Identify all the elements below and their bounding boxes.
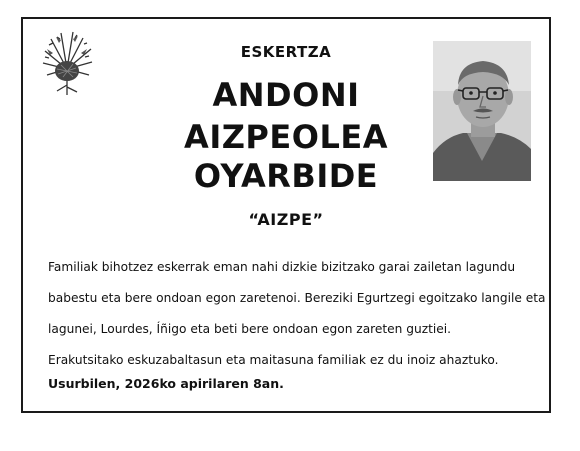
- deceased-nickname: “AIZPE”: [248, 210, 324, 229]
- portrait-photo-elderly-man: [433, 41, 531, 181]
- notice-heading: ESKERTZA: [240, 43, 332, 61]
- body-line: Erakutsitako eskuzabaltasun eta maitasuna familiak ez du inoiz ahaztuko.: [48, 353, 499, 367]
- body-line: babestu eta bere ondoan egon zaretenoi. Bereziki Egurtzegi egoitzako langile eta: [48, 291, 546, 305]
- deceased-surname-1: AIZPEOLEA: [184, 118, 388, 156]
- portrait-photo: [433, 41, 531, 181]
- body-line: Familiak bihotzez eskerrak eman nahi dizkie bizitzako garai zailetan lagundu: [48, 260, 516, 274]
- place-and-date: Usurbilen, 2026ko apirilaren 8an.: [48, 376, 284, 391]
- acknowledgement-text: [48, 252, 546, 376]
- deceased-first-name: ANDONI: [212, 76, 360, 114]
- deceased-surname-2: OYARBIDE: [193, 157, 379, 195]
- obituary-notice: [21, 17, 551, 413]
- body-line: lagunei, Lourdes, Íñigo eta beti bere ondoan egon zareten guztiei.: [48, 322, 452, 336]
